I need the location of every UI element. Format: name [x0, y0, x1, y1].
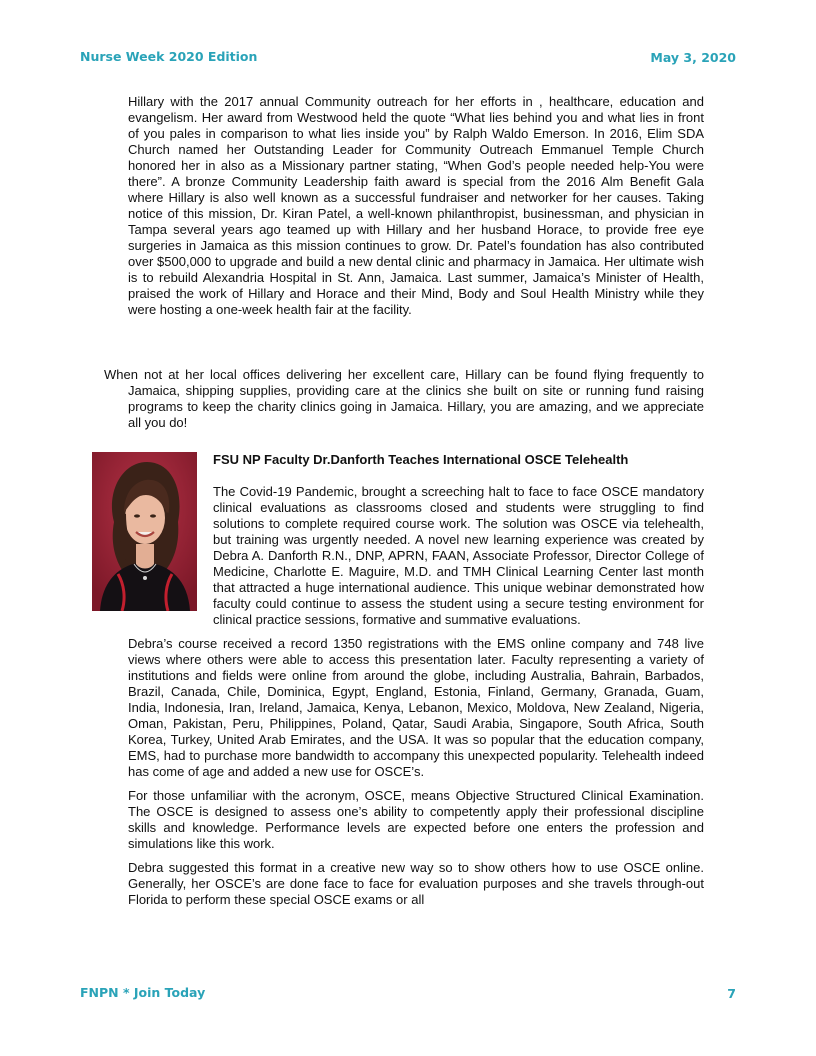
continued-paragraph: Hillary with the 2017 annual Community outreach for her efforts in , healthcare, education and evangelism. Her award from Westwood held the quote “What lies behind you and what lies in front of you pales in comparison to what lies inside you” by Ralph Waldo Emerson. In 2016, Elim SDA Church named her Outstanding Leader for Community Outreach Emmanuel Temple Church honored her in also as a Missionary partner stating, “When God’s people needed help-You were there”. A bronze Community Leadership faith award is special from the 2016 Alm Benefit Gala where Hillary is also well known as a successful fundraiser and networker for her causes. Taking notice of this mission, Dr. Kiran Patel, a well-known philanthropist, businessman, and physician in Tampa several years ago teamed up with Hillary and her husband Horace, to provide free eye surgeries in Jamaica as this mission continues to grow. Dr. Patel’s foundation has also contributed over $500,000 to upgrade and build a new dental clinic and pharmacy in Jamaica. Her ultimate wish is to rebuild Alexandria Hospital in St. Ann, Jamaica. Last summer, Jamaica’s Minister of Health, praised the work of Hillary and Horace and their Mind, Body and Soul Health Ministry while they were hosting a one-week health fair at the facility.: [128, 94, 704, 317]
article-title: FSU NP Faculty Dr.Danforth Teaches International OSCE Telehealth: [213, 452, 629, 467]
article-body: [128, 484, 704, 908]
issue-date: May 3, 2020: [650, 50, 736, 65]
article-paragraph-4: Debra suggested this format in a creative new way so to show others how to use OSCE online. Generally, her OSCE’s are done face to face for evaluation purposes and she travels through-out Florida to perform these special OSCE exams or all: [128, 860, 704, 907]
article-paragraph-2: Debra’s course received a record 1350 registrations with the EMS online company and 748 live views where others were able to access this presentation later. Faculty representing a variety of institutions and fields were online from around the globe, including Australia, Bahrain, Barbados, Brazil, Canada, Chile, Dominica, Egypt, England, Estonia, Finland, Germany, Granada, Guam, India, Indonesia, Iran, Ireland, Jamaica, Kenya, Lebanon, Mexico, Moldova, New Zealand, Nigeria, Oman, Pakistan, Peru, Philippines, Poland, Qatar, Saudi Arabia, Singapore, South Africa, South Korea, Turkey, United Arab Emirates, and the USA. It was so popular that the education company, EMS, had to purchase more bandwidth to accompany this unexpected popularity. Telehealth indeed has come of age and added a new use for OSCE’s.: [128, 636, 704, 779]
closing-paragraph: When not at her local offices delivering her excellent care, Hillary can be found flying frequently to Jamaica, shipping supplies, providing care at the clinics she built on site or running fund raising programs to keep the charity clinics going in Jamaica. Hillary, you are amazing, and we appreciate all you do!: [104, 367, 704, 430]
photo-wrap-spacer: [128, 484, 213, 630]
article-paragraph-1: The Covid-19 Pandemic, brought a screeching halt to face to face OSCE mandatory clinical evaluations as classrooms closed and students were struggling to find solutions to complete required course work. The solution was OSCE via telehealth, but training was urgently needed. A novel new learning experience was created by Debra A. Danforth R.N., DNP, APRN, FAAN, Associate Professor, Director College of Medicine, Charlotte E. Maguire, M.D. and TMH Clinical Learning Center last month that attracted a huge international audience. This unique webinar demonstrated how faculty could continue to assess the student using a secure testing environment for clinical practice sessions, formative and summative evaluations.: [213, 484, 704, 627]
article-paragraph-3: For those unfamiliar with the acronym, OSCE, means Objective Structured Clinical Examination. The OSCE is designed to assess one’s ability to competently apply their professional discipline skills and knowledge. Performance levels are expected before one enters the profession and simulations like this work.: [128, 788, 704, 851]
page-number: 7: [727, 986, 736, 1001]
edition-label: Nurse Week 2020 Edition: [80, 49, 258, 64]
footer-tagline: FNPN * Join Today: [80, 985, 206, 1000]
